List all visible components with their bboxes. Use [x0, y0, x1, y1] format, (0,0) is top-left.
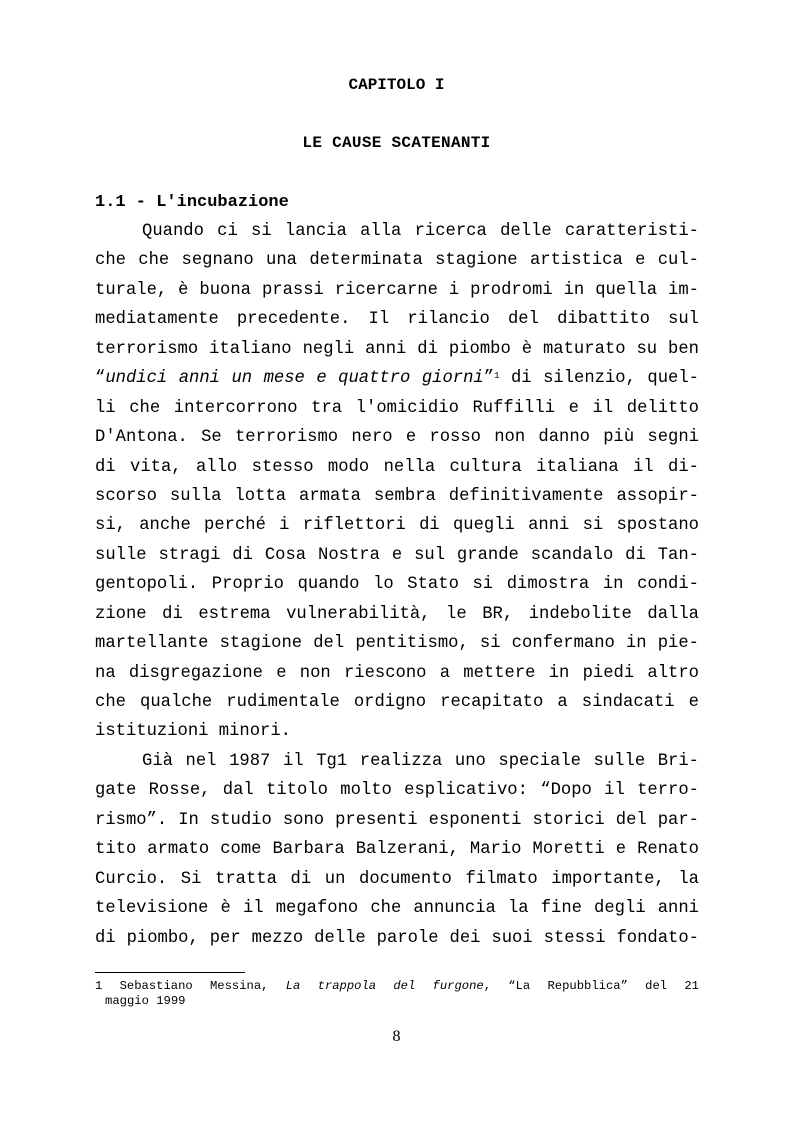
section-heading: 1.1 - L'incubazione — [95, 193, 289, 212]
text-line: Già nel 1987 il Tg1 realizza uno speciale sulle Bri- — [142, 751, 699, 771]
text-line: televisione è il megafono che annuncia la fine degli anni — [95, 899, 699, 919]
quote-open: “ — [95, 369, 106, 389]
italic-quote: undici anni un mese e quattro giorni — [105, 369, 484, 389]
quote-close: ” — [483, 369, 495, 389]
text-line: che che segnano una determinata stagione artistica e cul- — [95, 251, 699, 271]
text-line: scorso sulla lotta armata sembra definitivamente assopir- — [95, 486, 699, 506]
text-line: che qualche rudimentale ordigno recapitato a sindacati e — [95, 693, 699, 712]
chapter-number: CAPITOLO I — [348, 76, 445, 94]
text-line: zione di estrema vulnerabilità, le BR, indebolite dalla — [95, 604, 699, 624]
text-line: Curcio. Si tratta di un documento filmato importante, la — [95, 869, 699, 889]
text-line: gentopoli. Proprio quando lo Stato si dimostra in condi- — [95, 575, 699, 595]
footnote-separator — [95, 972, 245, 973]
text-line: li che intercorrono tra l'omicidio Ruffilli e il delitto — [95, 398, 699, 418]
text-line: gate Rosse, dal titolo molto esplicativo: “Dopo il terro- — [95, 781, 699, 801]
footnote-reference[interactable]: 1 — [494, 371, 500, 382]
text-line: turale, è buona prassi ricercarne i prodromi in quella im- — [95, 280, 699, 300]
text-line: terrorismo italiano negli anni di piombo è maturato su ben — [95, 339, 699, 359]
page-number: 8 — [392, 1028, 401, 1045]
footnote-author: Sebastiano Messina, — [102, 979, 286, 993]
text-line: sulle stragi di Cosa Nostra e sul grande scandalo di Tan- — [95, 545, 699, 565]
text-line: martellante stagione del pentitismo, si confermano in pie- — [95, 634, 699, 654]
body-text — [95, 217, 699, 953]
text-line: si, anche perché i riflettori di quegli anni si spostano — [95, 516, 699, 536]
text-line: mediatamente precedente. Il rilancio del dibattito sul — [95, 310, 699, 330]
text-line: di vita, allo stesso modo nella cultura italiana il di- — [95, 457, 699, 477]
footnote-source: , “La Repubblica” del 21 — [483, 979, 699, 993]
footnote-title: La trappola del furgone — [285, 979, 484, 993]
footnote-line: maggio 1999 — [105, 994, 186, 1008]
text-line: D'Antona. Se terrorismo nero e rosso non danno più segni — [95, 428, 699, 448]
footnote — [95, 979, 699, 1009]
text-line-rest: di silenzio, quel- — [499, 369, 699, 389]
chapter-title: LE CAUSE SCATENANTI — [302, 134, 491, 152]
footnote-number: 1 — [95, 979, 103, 993]
footnote-line — [95, 979, 699, 994]
text-line-with-quote — [95, 364, 699, 393]
text-line: Quando ci si lancia alla ricerca delle caratteristi- — [142, 222, 699, 241]
text-line: istituzioni minori. — [95, 722, 291, 742]
text-line: tito armato come Barbara Balzerani, Mario Moretti e Renato — [95, 840, 699, 860]
text-line: na disgregazione e non riescono a mettere in piedi altro — [95, 663, 699, 683]
text-line: di piombo, per mezzo delle parole dei suoi stessi fondato- — [95, 928, 699, 948]
text-line: rismo”. In studio sono presenti esponenti storici del par- — [95, 810, 699, 830]
